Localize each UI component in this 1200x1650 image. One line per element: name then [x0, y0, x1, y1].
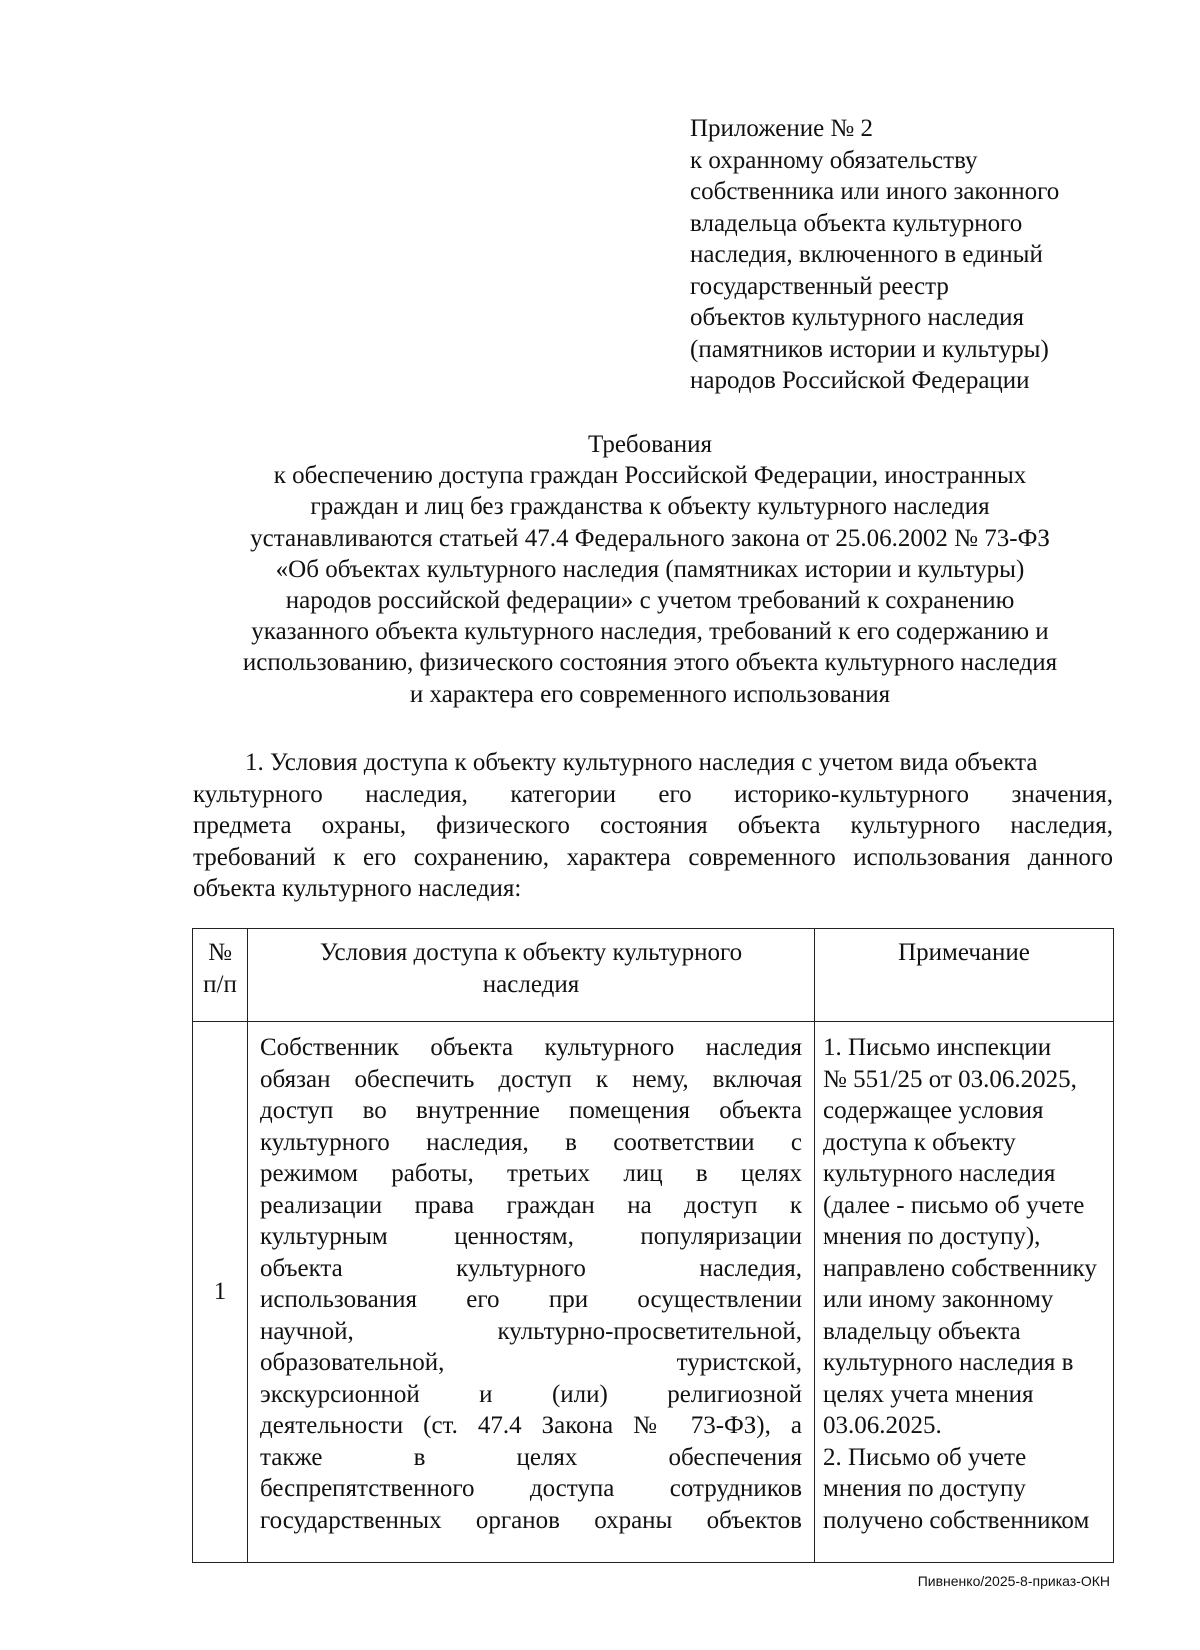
heading-line: указанного объекта культурного наследия, требований к его содержанию и	[251, 618, 1049, 646]
annex-line: Приложение № 2	[690, 115, 874, 142]
note-line: (далее - письмо об учете	[823, 1191, 1085, 1219]
conditions-line: государственных органов охраны объектов	[260, 1506, 802, 1534]
paragraph-line: требований к его сохранению, характера современного использования данного	[193, 843, 1113, 871]
conditions-line: образовательной, туристской,	[260, 1349, 802, 1376]
note-line: № 551/25 от 03.06.2025,	[823, 1065, 1077, 1093]
paragraph-line: 1. Условия доступа к объекту культурного наследия с учетом вида объекта	[245, 749, 1038, 776]
header-conditions-line: Условия доступа к объекту культурного	[319, 939, 743, 966]
note-line: 1. Письмо инспекции	[823, 1034, 1052, 1061]
paragraph-line: культурного наследия, категории его историко-культурного значения,	[193, 780, 1113, 808]
annex-line: к охранному обязательству	[690, 146, 978, 174]
annex-line: объектов культурного наследия	[690, 304, 1024, 331]
annex-line: (памятников истории и культуры)	[690, 335, 1049, 363]
conditions-line: реализации права граждан на доступ к	[260, 1191, 802, 1219]
note-line: содержащее условия	[823, 1097, 1044, 1124]
annex-line: государственный реестр	[690, 272, 949, 300]
note-line: культурного наследия в	[823, 1349, 1074, 1376]
note-line: или иному законному	[823, 1286, 1054, 1313]
access-requirements-table	[192, 928, 1114, 1563]
intro-paragraph	[193, 747, 1113, 905]
note-line: мнения по доступу	[823, 1475, 1026, 1502]
conditions-line: деятельности (ст. 47.4 Закона № 73-ФЗ), а	[260, 1412, 802, 1439]
heading-title: Требования	[588, 431, 712, 458]
header-number-symbol: №	[208, 939, 232, 966]
conditions-line: объекта культурного наследия,	[260, 1254, 802, 1282]
annex-reference-block	[690, 113, 1150, 397]
row-conditions-cell	[248, 1022, 815, 1563]
row-note-cell	[815, 1022, 1114, 1563]
conditions-line: беспрепятственного доступа сотрудников	[260, 1475, 802, 1502]
note-line: 2. Письмо об учете	[823, 1443, 1027, 1471]
note-line: направлено собственнику	[823, 1254, 1097, 1282]
table-row	[193, 1022, 1114, 1563]
header-number-abbrev: п/п	[203, 971, 237, 998]
heading-line: «Об объектах культурного наследия (памятниках истории и культуры)	[275, 555, 1025, 583]
note-line: мнения по доступу),	[823, 1223, 1041, 1250]
document-heading	[150, 429, 1150, 710]
header-conditions-line: наследия	[482, 970, 580, 998]
annex-line: владельца объекта культурного	[690, 209, 1023, 237]
conditions-line: обязан обеспечить доступ к нему, включая	[260, 1065, 802, 1093]
row-number-cell: 1	[193, 1022, 248, 1563]
header-note-label: Примечание	[898, 939, 1030, 966]
note-line: доступа к объекту	[823, 1128, 1016, 1156]
heading-line: к обеспечению доступа граждан Российской Федерации, иностранных	[273, 462, 1027, 490]
paragraph-line: предмета охраны, физического состояния объекта культурного наследия,	[193, 812, 1113, 839]
note-line: получено собственником	[823, 1506, 1090, 1534]
annex-line: собственника или иного законного	[690, 178, 1060, 205]
conditions-line: Собственник объекта культурного наследия	[260, 1034, 802, 1061]
conditions-line: использования его при осуществлении	[260, 1286, 802, 1313]
document-reference-footer: Пивненко/2025-8-приказ-ОКН	[917, 1573, 1110, 1589]
conditions-line: культурным ценностям, популяризации	[260, 1223, 802, 1250]
header-number-cell	[193, 929, 248, 1022]
note-line: владельцу объекта	[823, 1317, 1021, 1345]
heading-line: народов российской федерации» с учетом требований к сохранению	[285, 587, 1015, 615]
note-line: 03.06.2025.	[823, 1412, 942, 1439]
conditions-line: доступ во внутренние помещения объекта	[260, 1097, 802, 1124]
header-conditions-cell	[248, 929, 815, 1022]
conditions-line: научной, культурно-просветительной,	[260, 1317, 802, 1345]
conditions-line: также в целях обеспечения	[260, 1443, 802, 1471]
annex-line: народов Российской Федерации	[690, 367, 1030, 394]
header-note-cell	[815, 929, 1114, 1022]
conditions-line: экскурсионной и (или) религиозной	[260, 1380, 802, 1408]
note-line: культурного наследия	[823, 1160, 1056, 1187]
heading-line: граждан и лиц без гражданства к объекту культурного наследия	[310, 493, 990, 521]
conditions-line: культурного наследия, в соответствии с	[260, 1128, 802, 1156]
conditions-line: режимом работы, третьих лиц в целях	[260, 1160, 802, 1187]
table-header-row	[193, 929, 1114, 1022]
heading-line: устанавливаются статьей 47.4 Федерального закона от 25.06.2002 № 73-ФЗ	[250, 524, 1050, 552]
note-line: целях учета мнения	[823, 1380, 1034, 1408]
annex-line: наследия, включенного в единый	[690, 241, 1043, 268]
heading-line: использованию, физического состояния этого объекта культурного наследия	[242, 649, 1058, 677]
heading-line: и характера его современного использования	[409, 680, 891, 708]
paragraph-line: объекта культурного наследия:	[193, 875, 522, 902]
